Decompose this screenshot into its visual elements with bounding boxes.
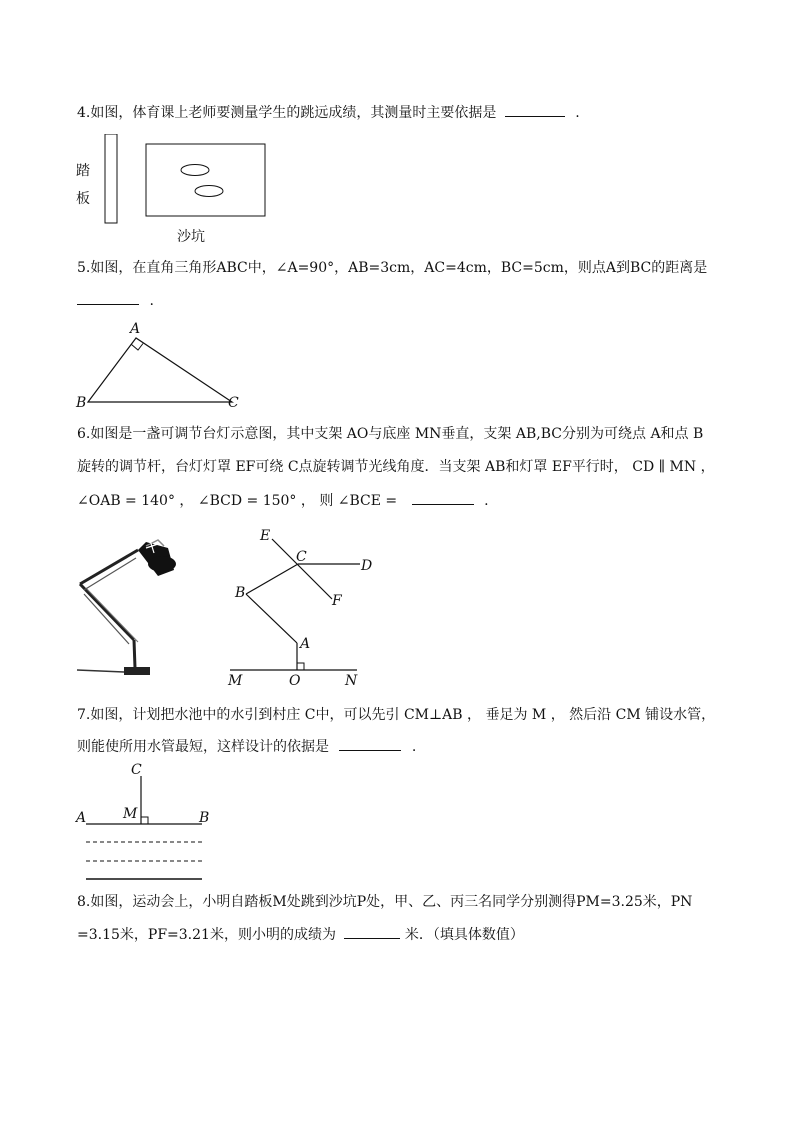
label-d: D <box>361 558 373 574</box>
q7-text-1: 7.如图，计划把水池中的水引到村庄 C中，可以先引 CM⊥AB ， 垂足为 M ， 然后沿 CM 铺设水管， <box>77 707 716 723</box>
desk-lamp-photo <box>72 522 187 682</box>
q4-text <box>77 102 580 123</box>
footprint-2 <box>195 186 223 197</box>
q4-answer-blank[interactable] <box>505 102 565 117</box>
label-n: N <box>345 673 358 687</box>
arm-ab <box>246 594 297 643</box>
q7-answer-blank[interactable] <box>339 736 401 751</box>
sand-pit <box>146 144 265 216</box>
label-b: B <box>235 585 246 601</box>
q6-text-3 <box>77 490 489 511</box>
q7-stem: 则能使所用水管最短，这样设计的依据是 <box>77 739 329 755</box>
q6-end: . <box>484 493 489 509</box>
q4-stem: 4.如图，体育课上老师要测量学生的跳远成绩，其测量时主要依据是 <box>77 105 497 121</box>
label-m: M <box>123 806 138 822</box>
right-angle-mark <box>132 344 144 351</box>
label-a: A <box>300 636 311 652</box>
q8-answer-blank[interactable] <box>344 924 400 939</box>
lamp-upper-arm <box>80 550 138 584</box>
desk-lamp-figure <box>72 522 187 682</box>
lamp-base <box>124 667 150 675</box>
q8-text-1: 8.如图，运动会上，小明自踏板M处跳到沙坑P处，甲、乙、丙三名同学分别测得PM=3.25米，PN <box>77 894 693 910</box>
q5-text-2 <box>77 290 154 311</box>
lamp-schematic <box>222 522 382 687</box>
q4-figure <box>74 134 274 244</box>
q7-figure <box>74 760 214 885</box>
right-angle-o <box>297 663 304 670</box>
q7-text-2 <box>77 736 416 757</box>
footprint-1 <box>181 165 209 176</box>
label-e: E <box>260 528 271 544</box>
q5-stem: 5.如图，在直角三角形ABC中，∠A=90°，AB=3cm，AC=4cm，BC=5cm，则点A到BC的距离是 <box>77 260 708 276</box>
label-f: F <box>332 593 342 609</box>
q6-text-2: 旋转的调节杆，台灯灯罩 EF可绕 C点旋转调节光线角度．当支架 AB和灯罩 EF平行时， CD ∥ MN ， <box>77 459 715 475</box>
long-jump-diagram <box>74 134 274 244</box>
lamp-lower-arm <box>80 584 134 640</box>
label-c: C <box>228 395 239 411</box>
lamp-post <box>134 640 135 668</box>
label-c: C <box>296 549 307 565</box>
q6-text-1: 6.如图是一盏可调节台灯示意图，其中支架 AO与底座 MN垂直，支架 AB,BC分别为可绕点 A和点 B <box>77 426 704 442</box>
label-o: O <box>289 673 301 687</box>
q5-text <box>77 258 707 278</box>
triangle-abc <box>88 338 232 402</box>
q5-answer-blank[interactable] <box>77 290 139 305</box>
q7-end: . <box>411 739 417 755</box>
pit-label: 沙坑 <box>177 229 205 245</box>
q6-answer-blank[interactable] <box>412 490 474 505</box>
label-a: A <box>76 810 87 826</box>
takeoff-board <box>105 134 117 223</box>
label-b: B <box>199 810 210 826</box>
q5-end: . <box>149 293 154 309</box>
pipe-diagram <box>74 760 214 885</box>
label-m: M <box>228 673 243 687</box>
q8-stem: =3.15米，PF=3.21米，则小明的成绩为 <box>77 927 336 943</box>
label-a: A <box>130 321 141 337</box>
lamp-spring-2 <box>86 588 138 642</box>
shade-ef <box>272 539 332 599</box>
label-b: B <box>76 395 87 411</box>
q5-figure <box>72 318 252 413</box>
right-triangle-diagram <box>72 318 252 413</box>
arm-bc <box>246 564 298 594</box>
board-label-1: 踏 <box>76 163 90 179</box>
label-c: C <box>131 762 142 778</box>
right-angle-m <box>141 817 148 824</box>
lamp-upper-spring <box>84 558 136 590</box>
lamp-shade-rim <box>148 556 176 572</box>
q8-text-2 <box>77 924 524 945</box>
q4-end: . <box>575 105 580 121</box>
q6-stem: ∠OAB = 140° ， ∠BCD = 150° ， 则 ∠BCE = <box>77 493 398 509</box>
q8-end: 米．（填具体数值） <box>404 927 524 943</box>
lamp-cord <box>77 670 124 672</box>
board-label-2: 板 <box>76 191 90 207</box>
lamp-spring-1 <box>84 594 129 644</box>
lamp-schematic-figure <box>222 522 382 687</box>
